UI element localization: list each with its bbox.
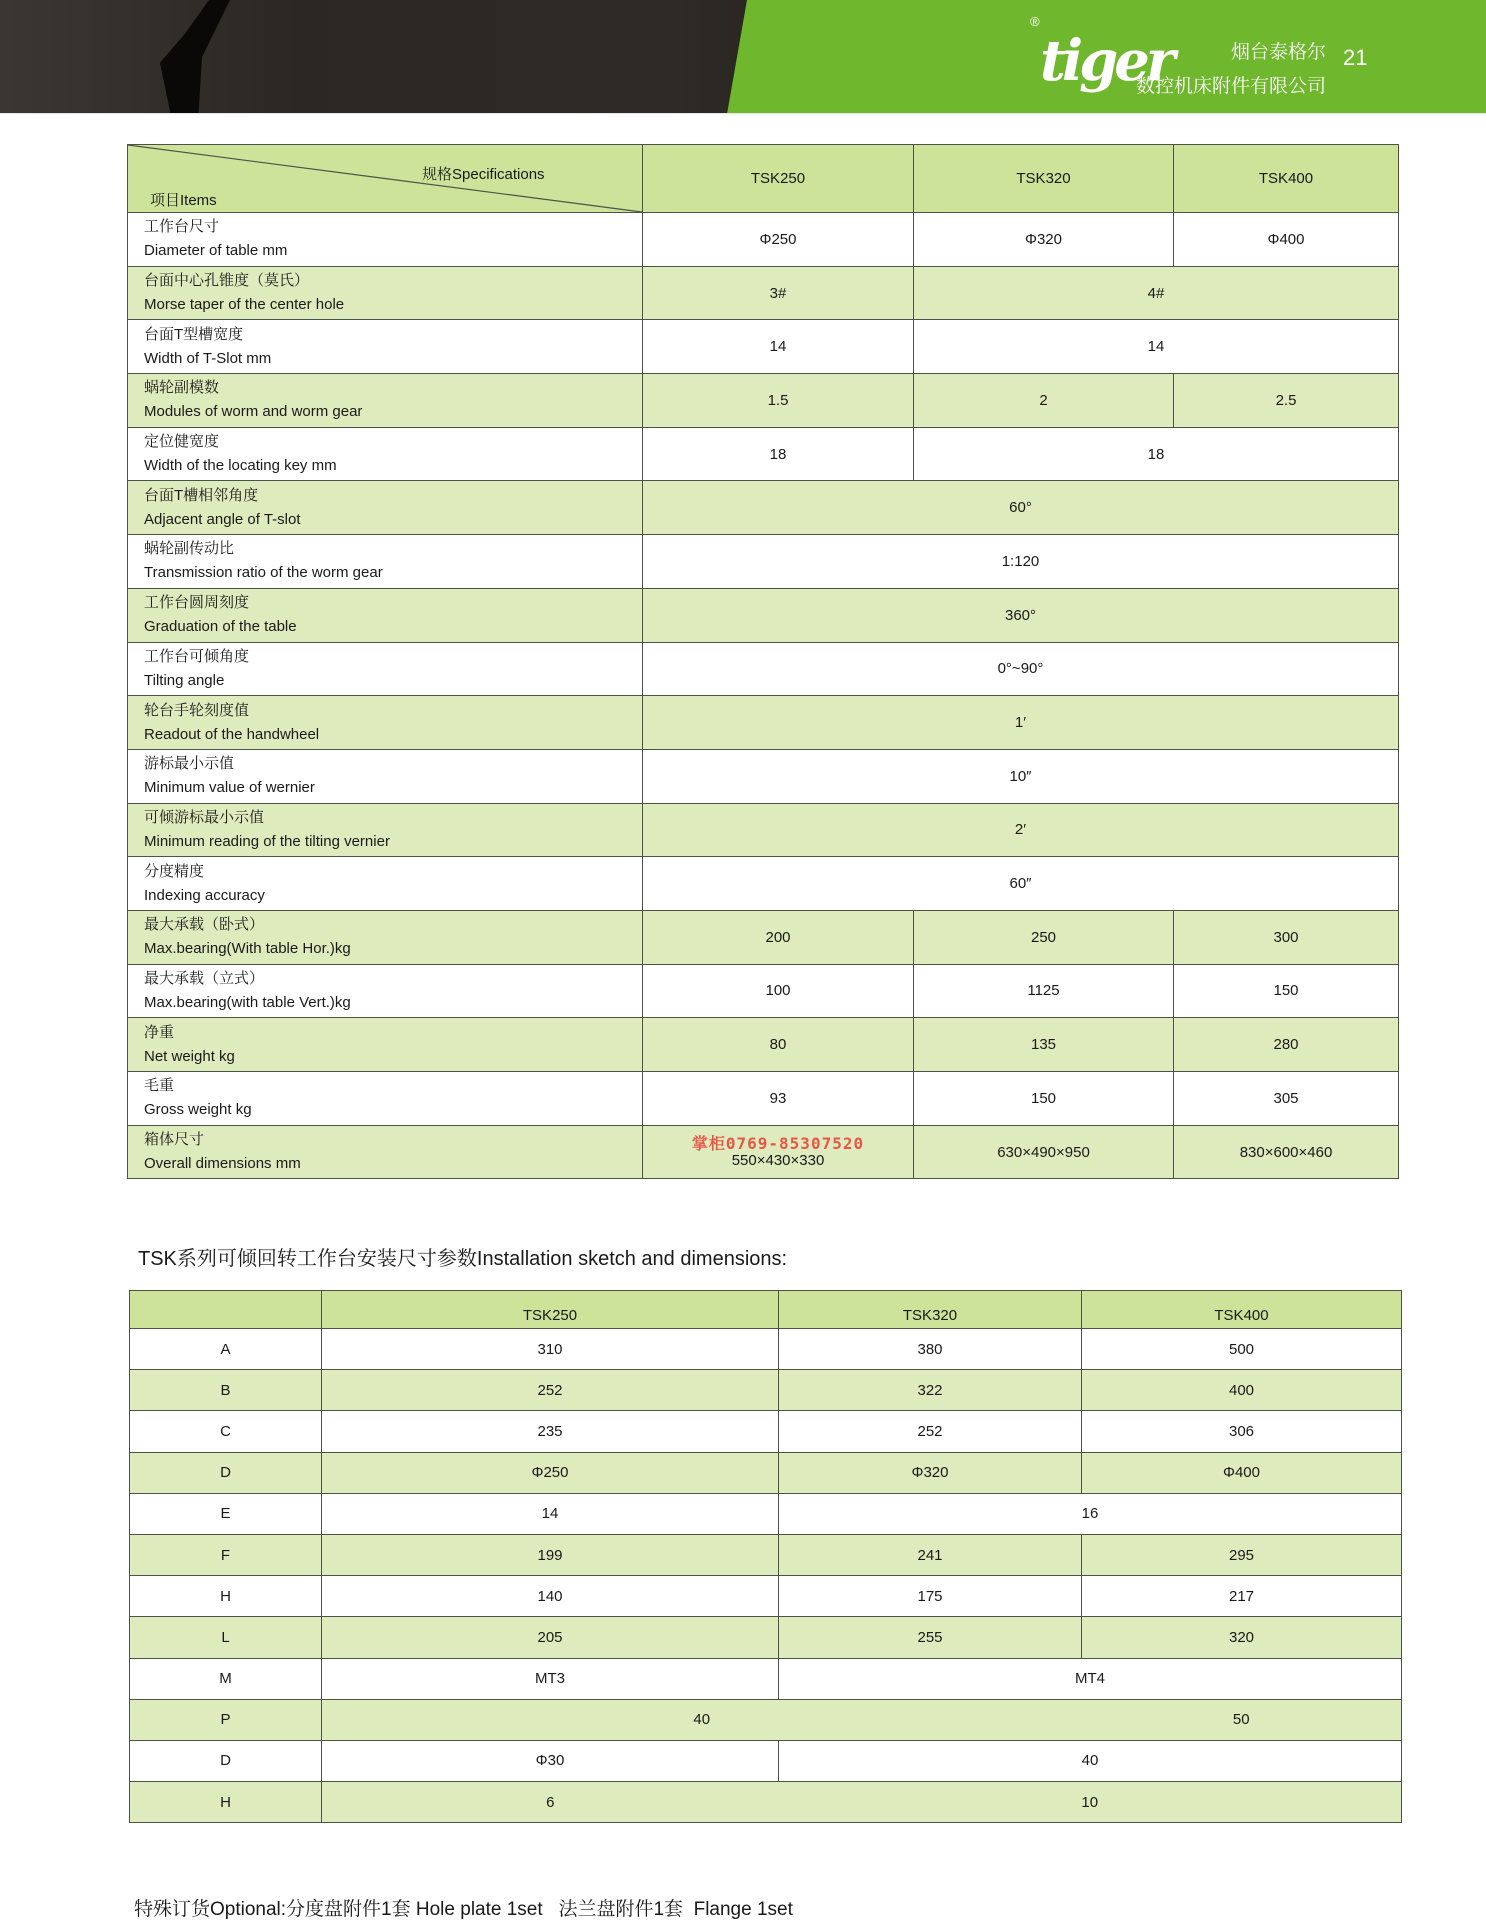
watermark-text: 掌柜0769-85307520 — [691, 1134, 865, 1154]
table-row — [128, 266, 1399, 320]
row-label — [128, 588, 643, 642]
specifications-table — [127, 144, 1399, 1179]
column-header: TSK400 — [1082, 1291, 1402, 1329]
column-header: TSK320 — [779, 1291, 1082, 1329]
table-row — [130, 1329, 1402, 1370]
table-cell: 235 — [322, 1411, 779, 1452]
table-cell: Φ320 — [779, 1452, 1082, 1493]
table-row — [128, 1072, 1399, 1126]
table-cell: 100 — [643, 964, 914, 1018]
row-label-en: Minimum value of wernier — [144, 779, 315, 797]
table-row — [128, 803, 1399, 857]
table-cell: 14 — [914, 320, 1399, 374]
table-row — [128, 213, 1399, 267]
row-label: D — [130, 1740, 322, 1781]
table-cell: 322 — [779, 1370, 1082, 1411]
table-row — [128, 535, 1399, 589]
table-cell: 175 — [779, 1576, 1082, 1617]
logo-script: tiger — [1040, 28, 1172, 94]
table-row — [130, 1699, 1402, 1740]
row-label-en: Width of T-Slot mm — [144, 349, 272, 367]
table-cell: 14 — [322, 1493, 779, 1534]
company-name-line2: 数控机床附件有限公司 — [1135, 76, 1326, 97]
table-row — [128, 857, 1399, 911]
row-label-cn: 净重 — [144, 1023, 175, 1041]
table-cell: 199 — [322, 1534, 779, 1575]
table-cell — [643, 1125, 914, 1179]
row-label-en: Adjacent angle of T-slot — [144, 510, 301, 528]
table-cell: 14 — [643, 320, 914, 374]
table-row — [128, 481, 1399, 535]
row-label-cn: 游标最小示值 — [144, 755, 235, 773]
table-cell: 295 — [1082, 1534, 1402, 1575]
row-label-cn: 台面中心孔锥度（莫氏） — [144, 272, 310, 290]
installation-section-title: TSK系列可倾回转工作台安装尺寸参数Installation sketch and dimensions: — [138, 1248, 788, 1270]
table-cell: 10″ — [643, 749, 1399, 803]
row-label-en: Gross weight kg — [144, 1101, 252, 1119]
row-label — [128, 910, 643, 964]
table-cell: Φ250 — [322, 1452, 779, 1493]
table-cell: 310 — [322, 1329, 779, 1370]
table-cell: 320 — [1082, 1617, 1402, 1658]
table-row — [128, 588, 1399, 642]
row-label — [128, 857, 643, 911]
table-cell: 500 — [1082, 1329, 1402, 1370]
row-label-en: Max.bearing(With table Hor.)kg — [144, 940, 351, 958]
row-label: H — [130, 1576, 322, 1617]
row-label: F — [130, 1534, 322, 1575]
table-cell: 60° — [643, 481, 1399, 535]
table-cell: 135 — [914, 1018, 1174, 1072]
table-cell: 6 — [322, 1782, 779, 1823]
table-row — [128, 374, 1399, 428]
table-row — [130, 1534, 1402, 1575]
row-label — [128, 803, 643, 857]
table-cell: 0°~90° — [643, 642, 1399, 696]
table-cell: 60″ — [643, 857, 1399, 911]
specifications-label: 规格Specifications — [422, 166, 545, 183]
table-cell: Φ320 — [914, 213, 1174, 267]
row-label — [128, 320, 643, 374]
table-cell: 3# — [643, 266, 914, 320]
table-row — [130, 1493, 1402, 1534]
table-cell: Φ30 — [322, 1740, 779, 1781]
table-cell: 305 — [1174, 1072, 1399, 1126]
table-row — [128, 910, 1399, 964]
row-label-en: Transmission ratio of the worm gear — [144, 564, 383, 582]
table-row — [128, 1125, 1399, 1179]
table-cell: Φ250 — [643, 213, 914, 267]
table-cell: 150 — [1174, 964, 1399, 1018]
row-label-en: Overall dimensions mm — [144, 1155, 301, 1173]
table-header-row — [130, 1291, 1402, 1329]
company-name — [1136, 36, 1326, 104]
optional-accessories-note: 特殊订货Optional:分度盘附件1套 Hole plate 1set 法兰盘附件1套 Flange 1set — [134, 1899, 793, 1920]
row-label-cn: 台面T槽相邻角度 — [144, 486, 259, 504]
table-header-row — [128, 145, 1399, 213]
row-label: C — [130, 1411, 322, 1452]
cell-value: 550×430×330 — [731, 1152, 825, 1170]
table-row — [130, 1740, 1402, 1781]
table-cell: 300 — [1174, 910, 1399, 964]
row-label-en: Modules of worm and worm gear — [144, 403, 363, 421]
table-cell: 252 — [322, 1370, 779, 1411]
table-row — [130, 1782, 1402, 1823]
table-cell: 217 — [1082, 1576, 1402, 1617]
row-label: M — [130, 1658, 322, 1699]
table-cell: 16 — [779, 1493, 1402, 1534]
row-label-en: Diameter of table mm — [144, 242, 288, 260]
table-row — [128, 320, 1399, 374]
table-cell: 18 — [643, 427, 914, 481]
table-cell: 630×490×950 — [914, 1125, 1174, 1179]
row-label-cn: 定位健宽度 — [144, 433, 220, 451]
row-label-cn: 蜗轮副模数 — [144, 379, 220, 397]
row-label-en: Minimum reading of the tilting vernier — [144, 832, 390, 850]
row-label-cn: 最大承载（卧式） — [144, 916, 265, 934]
row-label-cn: 台面T型槽宽度 — [144, 325, 244, 343]
row-label — [128, 374, 643, 428]
row-label-cn: 箱体尺寸 — [144, 1131, 205, 1149]
column-header: TSK320 — [914, 145, 1174, 213]
row-label-cn: 工作台尺寸 — [144, 218, 220, 236]
header-photo-shape — [160, 0, 230, 114]
row-label — [128, 964, 643, 1018]
row-label-cn: 最大承载（立式） — [144, 969, 265, 987]
row-label: B — [130, 1370, 322, 1411]
table-cell: MT4 — [779, 1658, 1402, 1699]
table-cell: MT3 — [322, 1658, 779, 1699]
row-label: D — [130, 1452, 322, 1493]
row-label — [128, 535, 643, 589]
table-cell: 140 — [322, 1576, 779, 1617]
table-cell: 255 — [779, 1617, 1082, 1658]
row-label-cn: 毛重 — [144, 1077, 175, 1095]
registered-mark: ® — [1030, 14, 1040, 29]
page-number: 21 — [1343, 45, 1368, 70]
table-cell: 200 — [643, 910, 914, 964]
row-label-en: Indexing accuracy — [144, 886, 265, 904]
row-label: P — [130, 1699, 322, 1740]
row-label — [128, 481, 643, 535]
table-cell: 241 — [779, 1534, 1082, 1575]
row-label-en: Tilting angle — [144, 671, 225, 689]
row-label — [128, 1018, 643, 1072]
table-cell: 50 — [1082, 1699, 1402, 1740]
table-cell: 4# — [914, 266, 1399, 320]
table-row — [128, 427, 1399, 481]
table-cell: 1125 — [914, 964, 1174, 1018]
table-cell: 1′ — [643, 696, 1399, 750]
table-cell: 250 — [914, 910, 1174, 964]
table-cell: Φ400 — [1082, 1452, 1402, 1493]
table-cell: 93 — [643, 1072, 914, 1126]
table-cell: 40 — [779, 1740, 1402, 1781]
table-cell: 380 — [779, 1329, 1082, 1370]
table-cell: 2′ — [643, 803, 1399, 857]
column-header — [130, 1291, 322, 1329]
row-label-cn: 分度精度 — [144, 862, 205, 880]
table-cell: 2.5 — [1174, 374, 1399, 428]
table-row — [128, 642, 1399, 696]
column-header: TSK400 — [1174, 145, 1399, 213]
row-label: L — [130, 1617, 322, 1658]
table-row — [130, 1617, 1402, 1658]
row-label-en: Width of the locating key mm — [144, 457, 337, 475]
row-label-en: Morse taper of the center hole — [144, 296, 345, 314]
table-row — [128, 1018, 1399, 1072]
table-cell: 40 — [322, 1699, 1082, 1740]
table-row — [130, 1658, 1402, 1699]
table-cell: 280 — [1174, 1018, 1399, 1072]
page-header — [0, 0, 1486, 114]
row-label — [128, 266, 643, 320]
installation-dimensions-table — [129, 1290, 1402, 1823]
table-cell: 360° — [643, 588, 1399, 642]
table-row — [128, 964, 1399, 1018]
table-row — [130, 1452, 1402, 1493]
table-cell: 1:120 — [643, 535, 1399, 589]
row-label-cn: 蜗轮副传动比 — [144, 540, 235, 558]
row-label — [128, 1125, 643, 1179]
row-label-en: Net weight kg — [144, 1047, 235, 1065]
company-name-line1: 烟台泰格尔 — [1230, 42, 1326, 63]
row-label — [128, 427, 643, 481]
row-label: E — [130, 1493, 322, 1534]
table-cell: 150 — [914, 1072, 1174, 1126]
row-label — [128, 749, 643, 803]
row-label: H — [130, 1782, 322, 1823]
row-label-cn: 工作台圆周刻度 — [144, 594, 250, 612]
row-label: A — [130, 1329, 322, 1370]
row-label — [128, 213, 643, 267]
diagonal-corner-header — [128, 145, 643, 213]
items-label: 项目Items — [150, 192, 217, 209]
row-label-en: Max.bearing(with table Vert.)kg — [144, 993, 351, 1011]
table-row — [128, 696, 1399, 750]
column-header: TSK250 — [643, 145, 914, 213]
row-label-en: Graduation of the table — [144, 618, 297, 636]
table-row — [130, 1576, 1402, 1617]
table-cell: 80 — [643, 1018, 914, 1072]
table-row — [128, 749, 1399, 803]
column-header: TSK250 — [322, 1291, 779, 1329]
row-label-cn: 可倾游标最小示值 — [144, 808, 265, 826]
header-divider — [0, 113, 1486, 114]
table-cell: 400 — [1082, 1370, 1402, 1411]
table-cell: 18 — [914, 427, 1399, 481]
table-cell: Φ400 — [1174, 213, 1399, 267]
row-label — [128, 642, 643, 696]
table-cell: 2 — [914, 374, 1174, 428]
row-label-en: Readout of the handwheel — [144, 725, 320, 743]
table-cell: 306 — [1082, 1411, 1402, 1452]
table-cell: 830×600×460 — [1174, 1125, 1399, 1179]
row-label — [128, 1072, 643, 1126]
row-label-cn: 轮台手轮刻度值 — [144, 701, 250, 719]
table-cell: 252 — [779, 1411, 1082, 1452]
table-cell: 1.5 — [643, 374, 914, 428]
table-row — [130, 1411, 1402, 1452]
table-cell: 10 — [779, 1782, 1402, 1823]
row-label-cn: 工作台可倾角度 — [144, 647, 250, 665]
table-cell: 205 — [322, 1617, 779, 1658]
table-row — [130, 1370, 1402, 1411]
row-label — [128, 696, 643, 750]
